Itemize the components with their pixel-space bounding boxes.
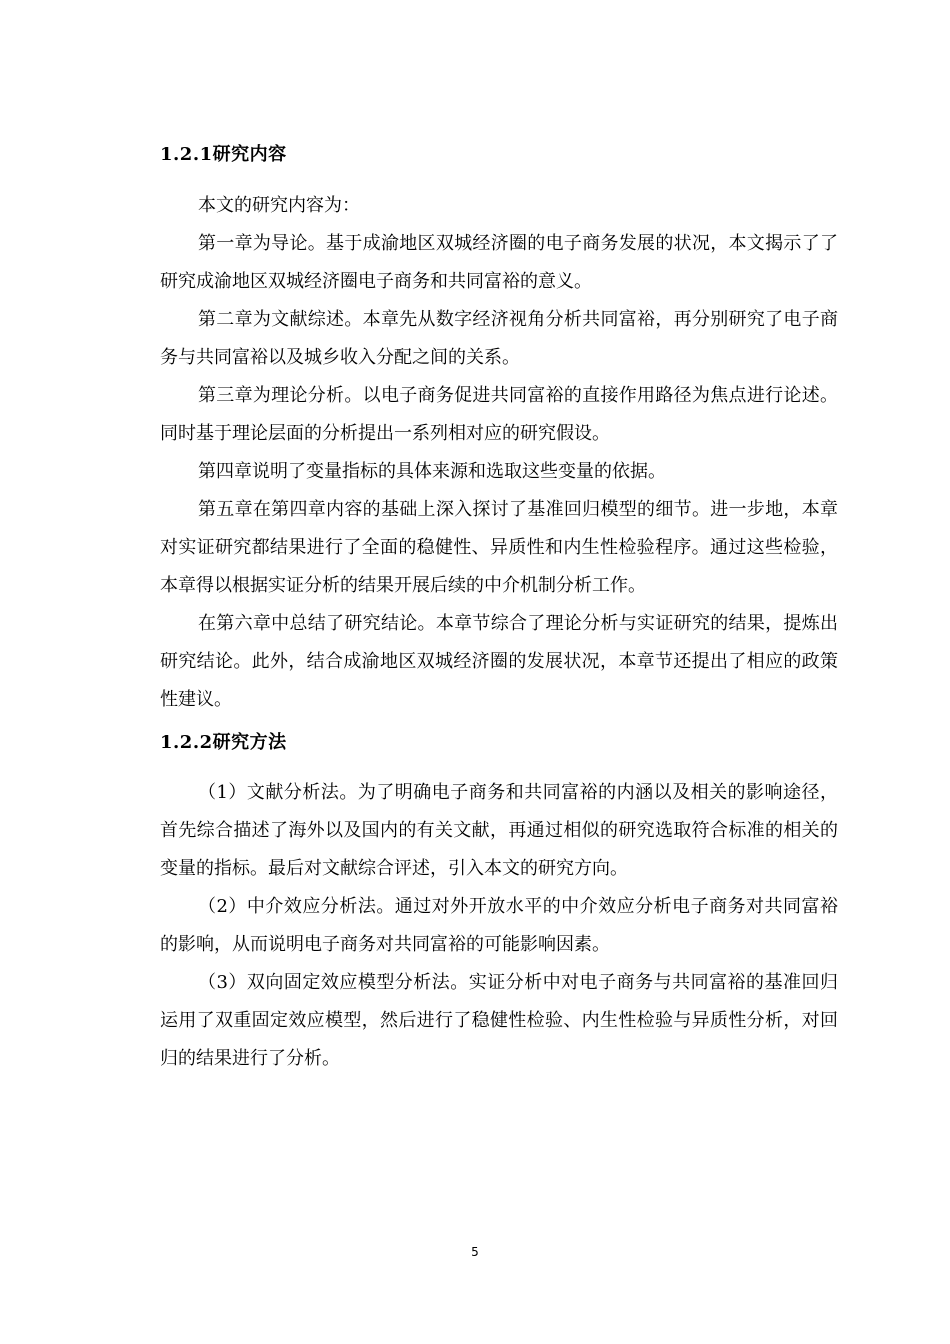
- paragraph-chapter-4: 第四章说明了变量指标的具体来源和选取这些变量的依据。: [198, 461, 666, 482]
- paragraph-chapter-5: 第五章在第四章内容的基础上深入探讨了基准回归模型的细节。进一步地，本章对实证研究都结果进行了全面的稳健性、异质性和内生性检验程序。通过这些检验，本章得以根据实证分析的结果开展后续的中介机制分析工作。: [160, 499, 838, 596]
- paragraph-chapter-1: 第一章为导论。基于成渝地区双城经济圈的电子商务发展的状况，本文揭示了了研究成渝地区双城经济圈电子商务和共同富裕的意义。: [160, 233, 838, 292]
- paragraph-intro: 本文的研究内容为：: [198, 195, 360, 216]
- paragraph-method-literature: （1）文献分析法。为了明确电子商务和共同富裕的内涵以及相关的影响途径，首先综合描述了海外以及国内的有关文献，再通过相似的研究选取符合标准的相关的变量的指标。最后对文献综合评述，引入本文的研究方向。: [160, 782, 838, 879]
- section-heading-research-methods: 1.2.2研究方法: [160, 732, 287, 753]
- paragraph-chapter-3: 第三章为理论分析。以电子商务促进共同富裕的直接作用路径为焦点进行论述。同时基于理论层面的分析提出一系列相对应的研究假设。: [160, 385, 838, 444]
- paragraph-method-fixed-effects: （3）双向固定效应模型分析法。实证分析中对电子商务与共同富裕的基准回归运用了双重固定效应模型，然后进行了稳健性检验、内生性检验与异质性分析，对回归的结果进行了分析。: [160, 972, 838, 1069]
- paragraph-chapter-2: 第二章为文献综述。本章先从数字经济视角分析共同富裕，再分别研究了电子商务与共同富裕以及城乡收入分配之间的关系。: [160, 309, 838, 368]
- paragraph-chapter-6: 在第六章中总结了研究结论。本章节综合了理论分析与实证研究的结果，提炼出研究结论。此外，结合成渝地区双城经济圈的发展状况，本章节还提出了相应的政策性建议。: [160, 613, 838, 710]
- paragraph-method-mediation: （2）中介效应分析法。通过对外开放水平的中介效应分析电子商务对共同富裕的影响，从而说明电子商务对共同富裕的可能影响因素。: [160, 896, 838, 955]
- page-number: 5: [471, 1245, 479, 1259]
- section-heading-research-content: 1.2.1研究内容: [160, 144, 287, 165]
